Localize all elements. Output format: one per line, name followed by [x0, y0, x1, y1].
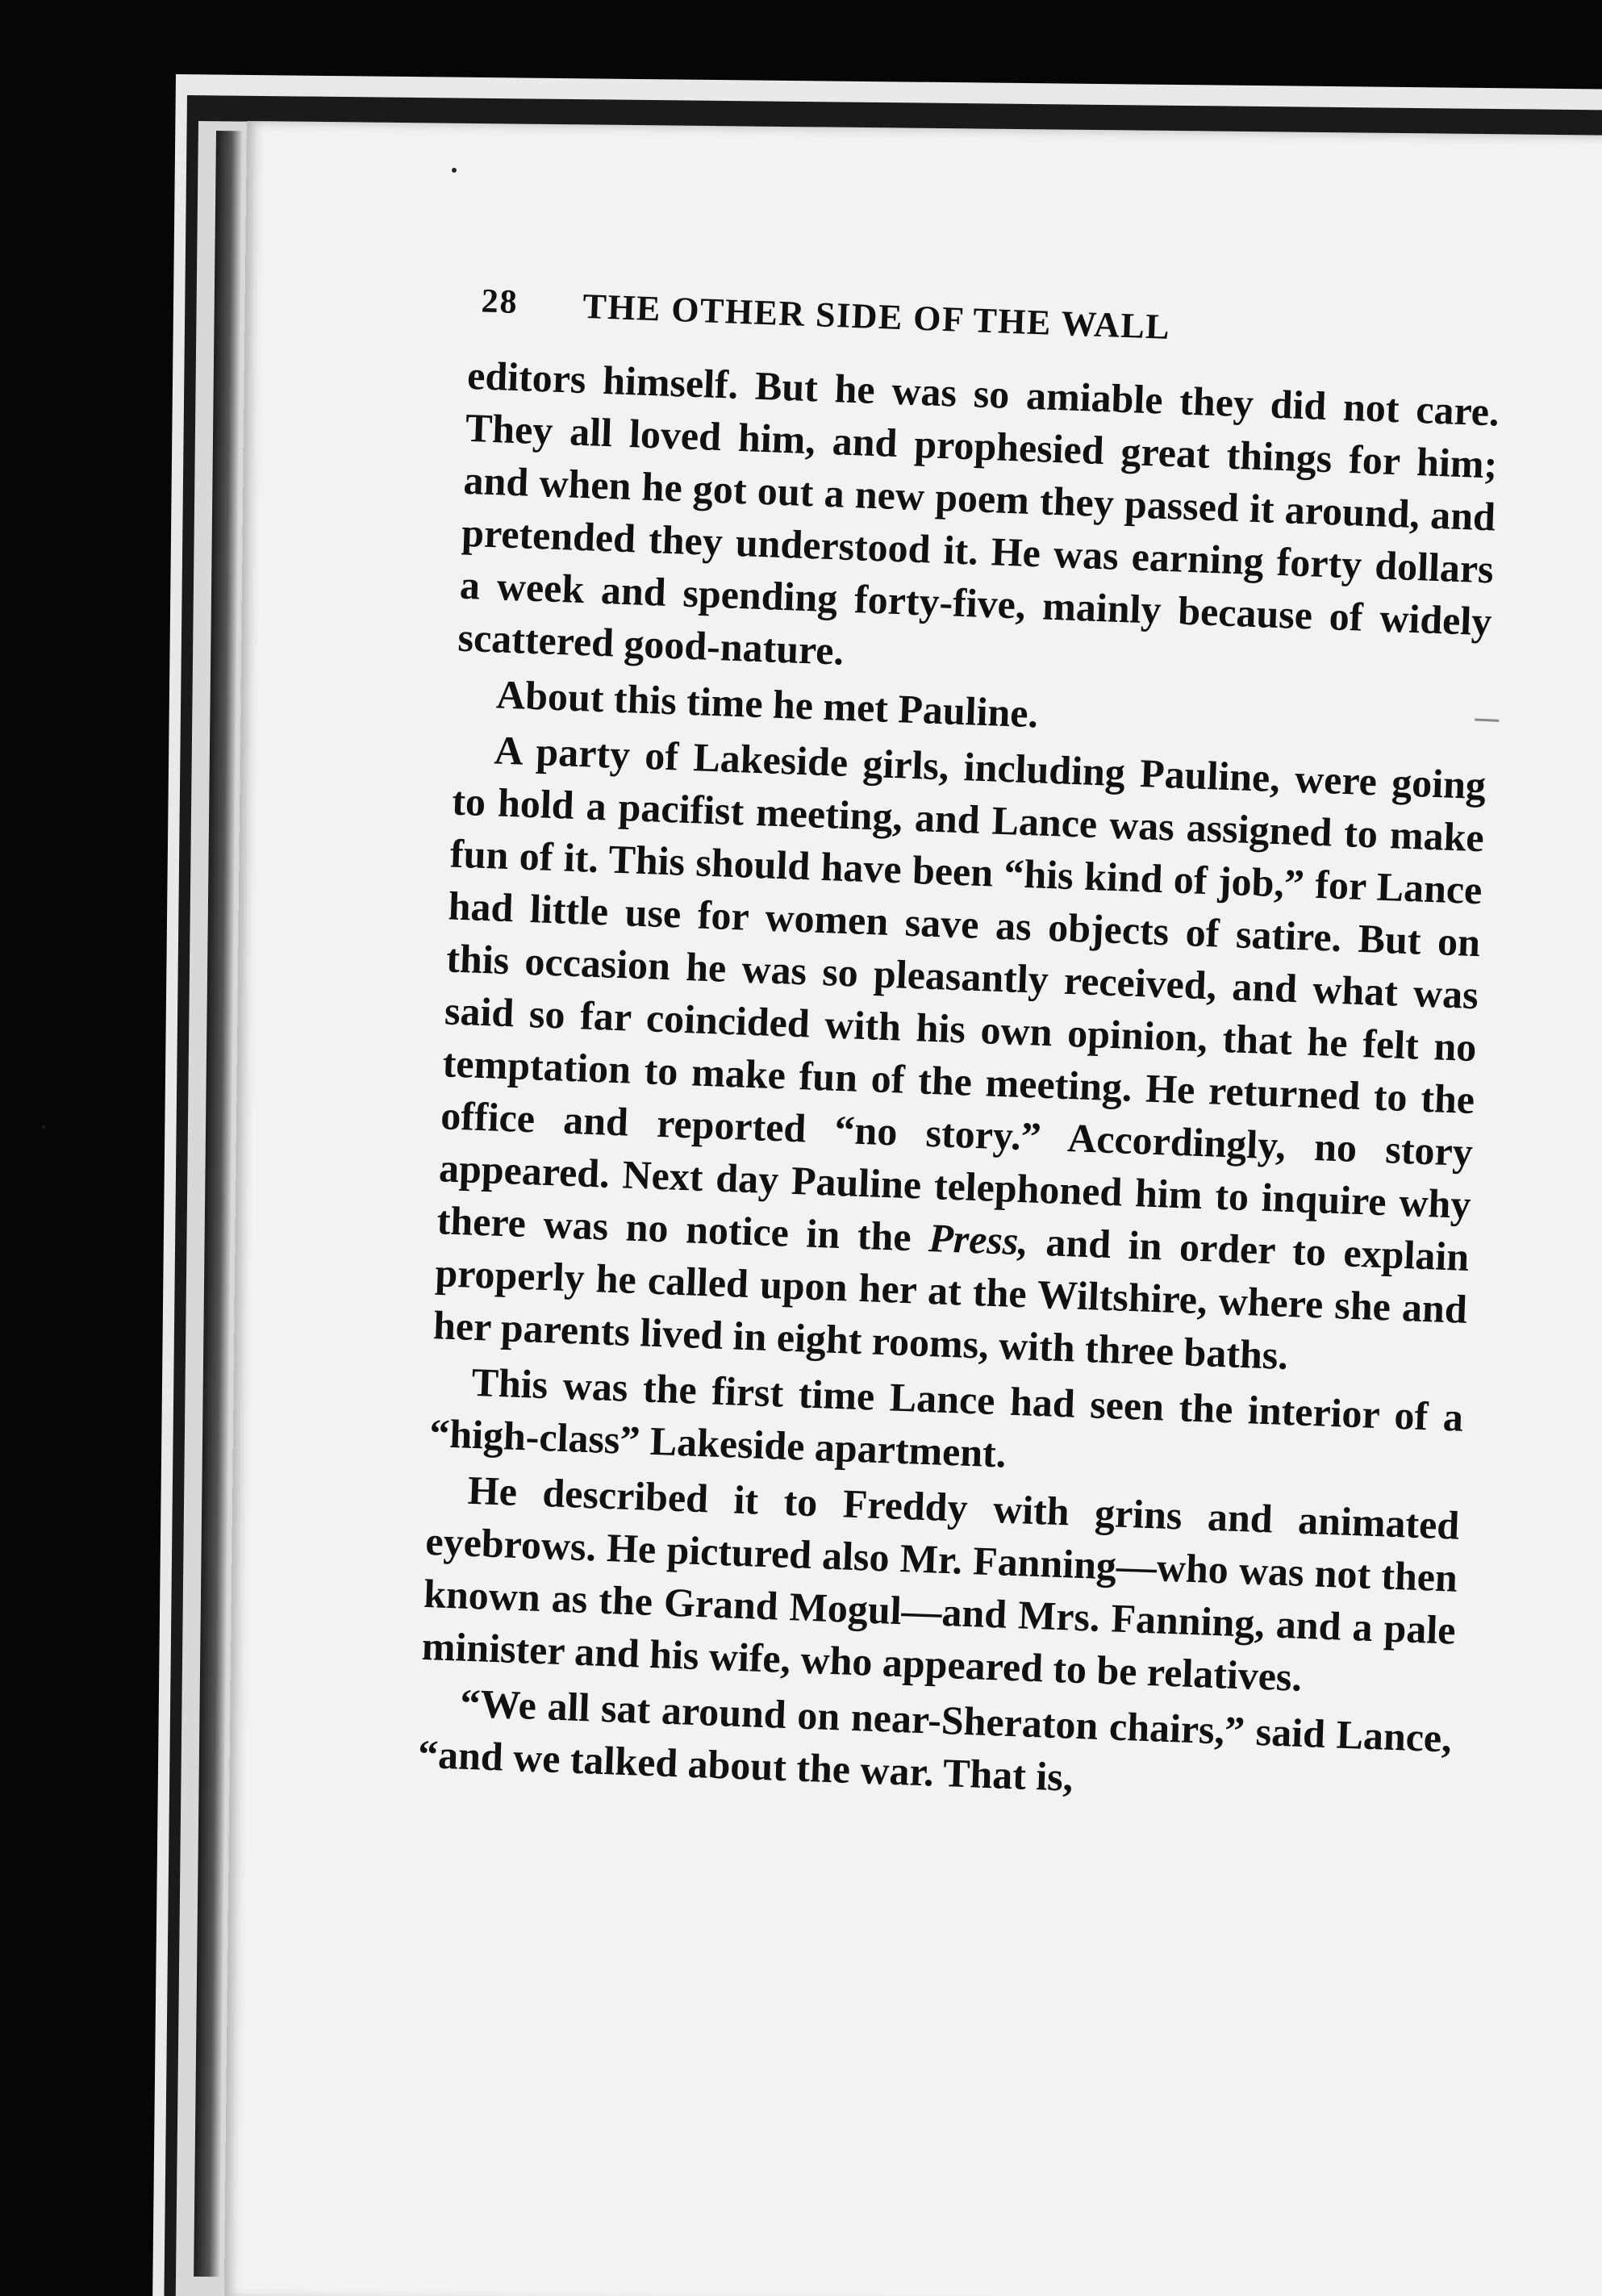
press-italic: Press,	[928, 1215, 1029, 1264]
paragraph-5: He described it to Freddy with grins and animated eyebrows. He pictured also Mr. Fanning—who was not then known as the Grand Mogul—and Mrs. Fanning, and a pale minister and his wife, who appeared to be relatives.	[421, 1467, 1461, 1700]
book-page	[224, 121, 1602, 2296]
paragraph-2: About this time he met Pauline.	[495, 671, 1040, 737]
paragraph-6: “We all sat around on near-Sheraton chairs,” said Lance, “and we talked about the war. That is,	[417, 1680, 1453, 1800]
paragraph-3	[432, 723, 1487, 1388]
dust-speck	[42, 1125, 45, 1129]
book-title: THE OTHER SIDE OF THE WALL	[582, 286, 1171, 347]
dust-speck	[452, 168, 457, 173]
paragraph-4: This was the first time Lance had seen the interior of a “high-class” Lakeside apartment.	[428, 1359, 1464, 1476]
page-text-block	[417, 269, 1503, 1818]
page-number: 28	[480, 282, 519, 322]
paragraph-3-text: A party of Lakeside girls, including Pauline, were going to hold a pacifist meeting, and Lance was assigned to make fun of it. This should have been “his kind of job,” for Lance had little use for women save as objects of satire. But on this occasion he was so pleasantly received, and what was said so far coincided with his own opinion, that he felt no temptation to make fun of the meeting. He returned to the office and reported “no story.” Accordingly, no story appeared. Next day Pauline telephoned him to inquire why there was no notice in the	[436, 727, 1487, 1260]
paragraph-1: editors himself. But he was so amiable they did not care. They all loved him, and prophesied great things for him; and when he got out a new poem they passed it around, and pretended they understood it. He was earning forty dollars a week and spending forty-five, mainly because of widely scattered good-nature.	[457, 352, 1500, 674]
paragraph-3-tail: and in order to explain properly he called upon her at the Wiltshire, where she and her parents lived in eight rooms, with three baths.	[432, 1219, 1471, 1378]
